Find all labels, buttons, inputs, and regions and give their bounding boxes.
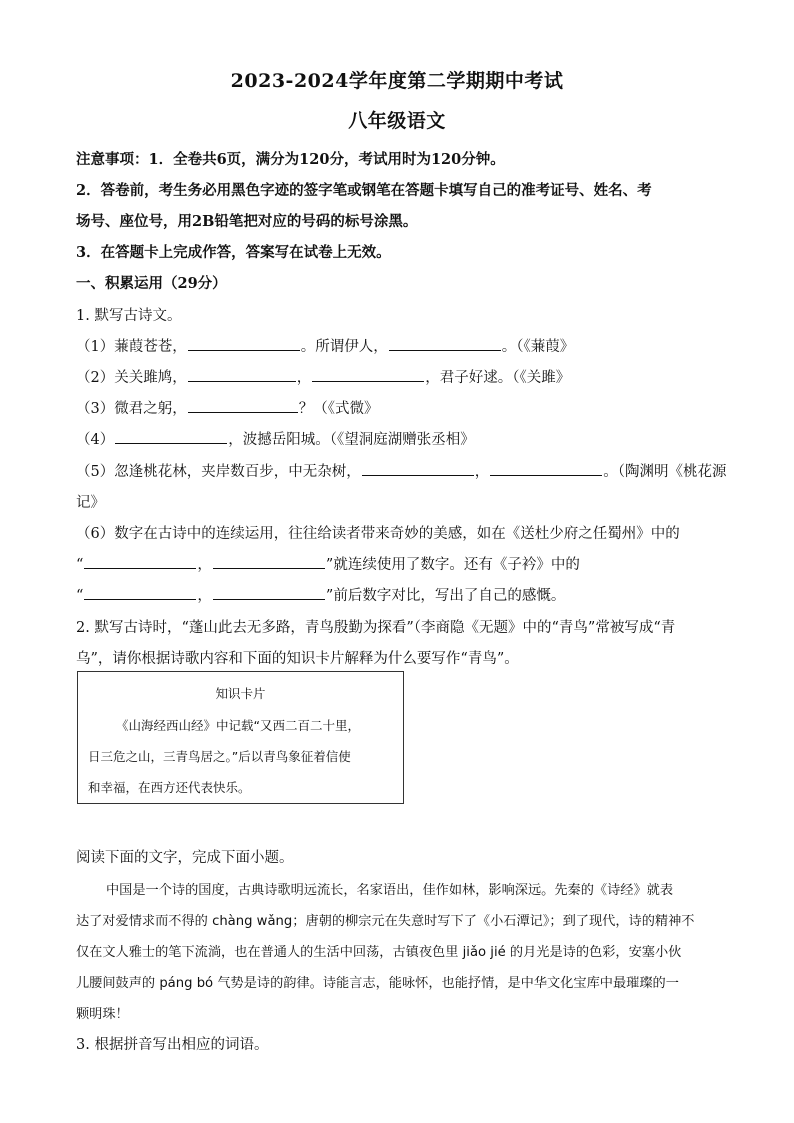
item-text: ， xyxy=(197,557,212,573)
answer-blank[interactable] xyxy=(84,586,196,600)
question-1-item-5-cont: 记》 xyxy=(76,495,105,511)
reading-paragraph-line: 中国是一个诗的国度，古典诗歌明远流长，名家语出，佳作如林，影响深远。先秦的《诗经》就表 xyxy=(106,883,674,898)
item-text: 。（陶渊明《桃花源 xyxy=(603,464,727,480)
item-text: 。所谓伊人， xyxy=(300,339,388,355)
question-1-item-3 xyxy=(76,397,378,418)
question-1-item-6: （6）数字在古诗中的连续运用，往往给读者带来奇妙的美感，如在《送杜少府之任蜀州》中的 xyxy=(76,526,680,542)
reading-paragraph-line: 达了对爱情求而不得的 chàng wǎng；唐朝的柳宗元在失意时写下了《小石潭记》；到了现代，诗的精神不 xyxy=(76,914,695,929)
item-text: （2）关关雎鸠， xyxy=(76,370,187,386)
answer-blank[interactable] xyxy=(188,337,300,351)
answer-blank[interactable] xyxy=(188,399,298,413)
knowledge-card-line: 日三危之山，三青鸟居之。”后以青鸟象征着信使 xyxy=(88,749,351,764)
item-text: “ xyxy=(76,588,84,604)
answer-blank[interactable] xyxy=(188,368,296,382)
question-1-stem: 1. 默写古诗文。 xyxy=(76,308,182,324)
reading-paragraph-line: 仅在文人雅士的笔下流淌，也在普通人的生活中回荡，古镇夜色里 jiǎo jié 的月光是诗的色彩，安塞小伙 xyxy=(76,945,682,960)
item-text: ”前后数字对比，写出了自己的感慨。 xyxy=(325,588,566,604)
note-3: 3．在答题卡上完成作答，答案写在试卷上无效。 xyxy=(76,244,391,261)
item-text: ， xyxy=(474,464,490,480)
reading-paragraph-line: 颗明珠！ xyxy=(76,1007,129,1022)
item-text: （1）蒹葭苍苍， xyxy=(76,339,187,355)
exam-subtitle: 八年级语文 xyxy=(348,110,446,132)
item-text: ？（《式微》 xyxy=(298,401,379,417)
item-text: （3）微君之躬， xyxy=(76,401,187,417)
question-1-item-6-line-2 xyxy=(76,553,580,574)
question-1-item-5 xyxy=(76,460,726,481)
question-1-item-6-line-3 xyxy=(76,584,565,605)
question-1-item-2 xyxy=(76,366,570,387)
question-2-line-1: 2. 默写古诗时，“蓬山此去无多路，青鸟殷勤为探看”（李商隐《无题》中的“青鸟”常被写成“青 xyxy=(76,620,676,636)
knowledge-card-line: 《山海经西山经》中记载“又西二百二十里， xyxy=(116,718,360,733)
note-1: 注意事项：1．全卷共6页，满分为120分，考试用时为120分钟。 xyxy=(76,151,505,168)
item-text: （5）忽逢桃花林，夹岸数百步，中无杂树， xyxy=(76,464,361,480)
note-2-line-2: 场号、座位号，用2B铅笔把对应的号码的标号涂黑。 xyxy=(76,213,418,230)
answer-blank[interactable] xyxy=(389,337,501,351)
item-text: 。（《蒹葭》 xyxy=(501,339,575,355)
question-3-stem: 3. 根据拼音写出相应的词语。 xyxy=(76,1037,269,1053)
knowledge-card xyxy=(77,671,404,804)
answer-blank[interactable] xyxy=(115,430,227,444)
note-2-line-1: 2．答卷前，考生务必用黑色字迹的签字笔或钢笔在答题卡填写自己的准考证号、姓名、考 xyxy=(76,182,652,199)
item-text: ， xyxy=(296,370,312,386)
answer-blank[interactable] xyxy=(362,462,474,476)
answer-blank[interactable] xyxy=(490,462,602,476)
item-text: “ xyxy=(76,557,84,573)
reading-intro: 阅读下面的文字，完成下面小题。 xyxy=(76,850,294,866)
item-text: ”就连续使用了数字。还有《子衿》中的 xyxy=(325,557,580,573)
reading-paragraph-line: 儿腰间鼓声的 páng bó 气势是诗的韵律。诗能言志，能咏怀，也能抒情，是中华文化宝库中最璀璨的一 xyxy=(76,976,679,991)
item-text: ， xyxy=(197,588,212,604)
knowledge-card-title: 知识卡片 xyxy=(215,686,266,701)
exam-title: 2023-2024学年度第二学期期中考试 xyxy=(230,70,564,92)
question-1-item-1 xyxy=(76,335,574,356)
item-text: （4） xyxy=(76,432,115,448)
answer-blank[interactable] xyxy=(84,555,196,569)
knowledge-card-line: 和幸福，在西方还代表快乐。 xyxy=(88,780,251,795)
answer-blank[interactable] xyxy=(312,368,424,382)
answer-blank[interactable] xyxy=(213,586,325,600)
item-text: ，波撼岳阳城。（《望洞庭湖赠张丞相》 xyxy=(228,432,475,448)
question-1-item-4 xyxy=(76,428,475,449)
section-heading: 一、积累运用（29分） xyxy=(76,275,227,292)
item-text: ，君子好逑。（《关雎》 xyxy=(425,370,571,386)
question-2-line-2: 乌”，请你根据诗歌内容和下面的知识卡片解释为什么要写作“青鸟”。 xyxy=(76,651,519,667)
answer-blank[interactable] xyxy=(213,555,325,569)
